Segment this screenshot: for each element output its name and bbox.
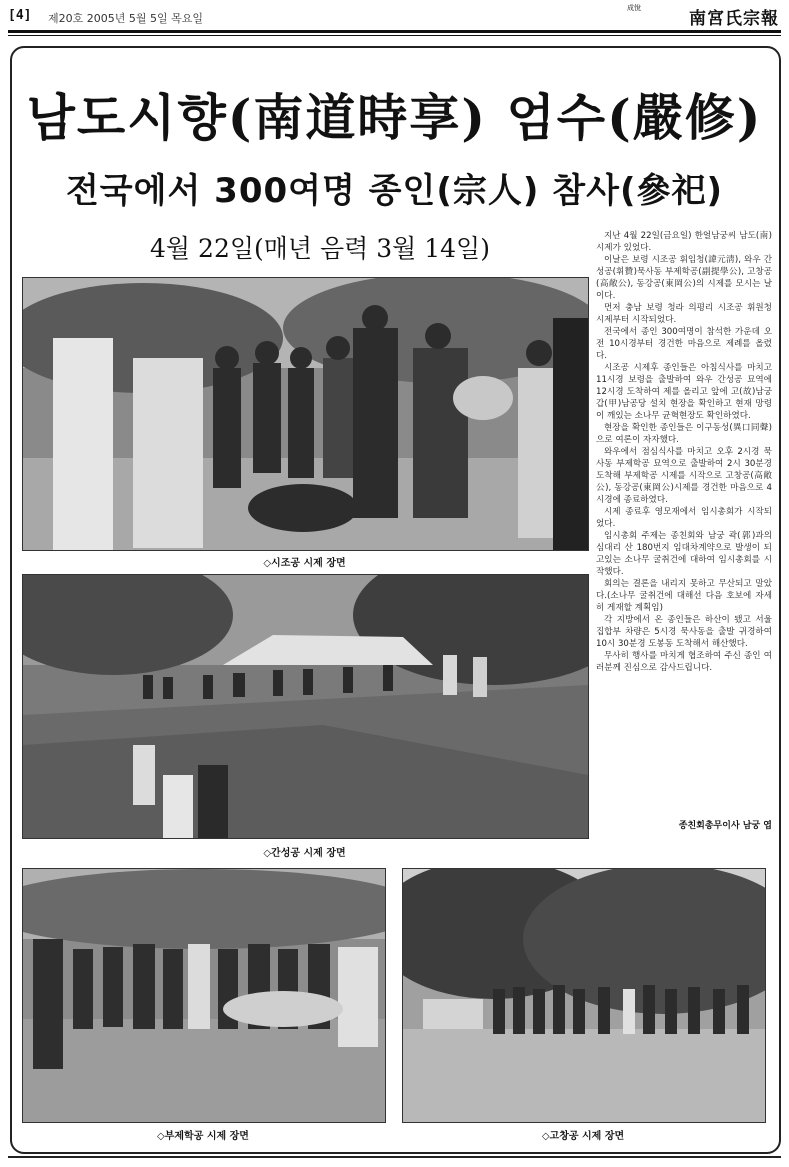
photo-pine-forest-gathering-icon [403, 869, 765, 1122]
photo-hillside-tent-icon [23, 575, 588, 838]
paragraph: 시제 종료후 영모재에서 임시총회가 시작되었다. [596, 507, 772, 529]
photo-grave-mound-crowd-icon [23, 869, 385, 1122]
issue-line: 제20호 2005년 5월 5일 목요일 [48, 12, 203, 25]
photo-gochang-ceremony [402, 868, 766, 1123]
photo-bujehak-ceremony [22, 868, 386, 1123]
paragraph: 무사히 행사를 마치게 협조하여 주신 종인 여러분께 진심으로 감사드립니다. [596, 651, 772, 673]
page-number: [4] [8, 8, 32, 23]
footer-rule [8, 1156, 781, 1158]
paragraph: 각 지방에서 온 종인들은 하산이 됐고 서울 집합부 차량은 5시경 묵사동을 출발 귀경하여 10시 30분경 도봉동 도착해서 해산했다. [596, 615, 772, 649]
page-header [8, 4, 781, 32]
masthead: 南宮氏宗報 [689, 9, 779, 29]
photo-ceremony-crowd-icon [23, 278, 588, 550]
headline: 남도시향(南道時享) 엄수(嚴修) [26, 88, 763, 147]
caption-photo-4: ◇고창공 시제 장면 [541, 1131, 625, 1142]
paragraph: 와우에서 점심식사를 마치고 오후 2시경 묵사동 부제학공 묘역으로 출발하여 2시 30분경 도착해 부제학공 시제를 시작으로 고창공(高敞公), 동강공(東岡公)시제를 경건한 마음으로 4시경에 종료하였다. [596, 447, 772, 505]
paragraph: 먼저 충남 보령 청라 의평리 시조공 휘원청 시제부터 시작되었다. [596, 303, 772, 325]
header-rule-thin [8, 35, 781, 36]
photo-gansung-ceremony [22, 574, 589, 839]
paragraph: 시조공 시제후 종인들은 아침식사를 마치고 11시경 보령을 출발하여 와우 간성공 묘역에 12시경 도착하여 제를 올리고 앞에 고(故)남궁 갑(甲)남공당 설치 현장을 확인하고 현재 망령이 깨있는 소나무 균혁현장도 확인하였다. [596, 363, 772, 421]
subheadline: 전국에서 300여명 종인(宗人) 참사(參祀) [65, 171, 724, 211]
caption-photo-2: ◇간성공 시제 장면 [263, 848, 346, 859]
caption-photo-3: ◇부제학공 시제 장면 [157, 1131, 249, 1142]
paragraph: 회의는 결론을 내리지 못하고 무산되고 말았다.(소나무 굴취건에 대해선 다음 호보에 자세히 게재할 계획임) [596, 579, 772, 613]
byline: 종친회총무이사 남궁 엽 [678, 821, 772, 831]
paragraph: 전국에서 종인 300여명이 참석한 가운데 오전 10시경부터 경건한 마음으로 제례를 올렸다. [596, 327, 772, 361]
caption-photo-1: ◇시조공 시제 장면 [263, 558, 346, 569]
paragraph: 임시총회 주제는 종친회와 남궁 곽(郭)과의 심대리 산 180번지 임대차계약으로 발생이 되고있는 소나무 굴취건에 대하여 임시총회를 시작했다. [596, 531, 772, 577]
paragraph: 지난 4월 22일(금요일) 한얼남궁씨 남도(南)시제가 있었다. [596, 231, 772, 253]
paragraph: 이날은 보령 시조공 휘임청(諱元淸), 와우 간성공(휘贊)묵사동 부제학공(副提學公), 고창공(高敞公), 동강공(東岡公)의 시제를 모시는 날이다. [596, 255, 772, 301]
paragraph: 현장을 확인한 종인들은 이구동성(異口同聲)으로 여론이 자자했다. [596, 423, 772, 445]
article-body [596, 230, 772, 674]
date-line: 4월 22일(매년 음력 3월 14일) [150, 234, 490, 263]
photo-sijo-ceremony [22, 277, 589, 551]
masthead-seal: 成悅 [627, 4, 641, 12]
header-rule-thick [8, 30, 781, 33]
